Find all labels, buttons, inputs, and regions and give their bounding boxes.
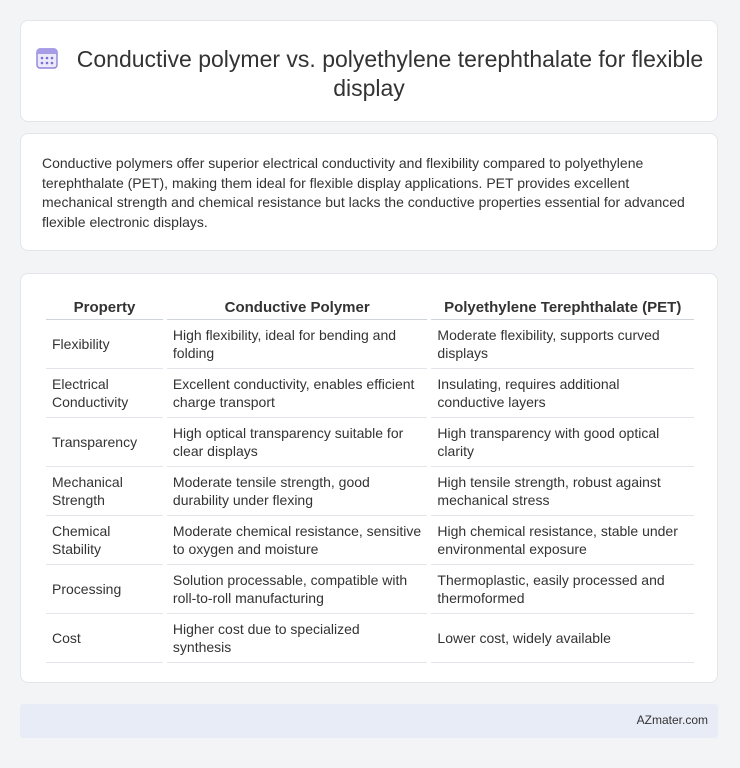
table-header-row [46,296,694,320]
title-card [20,20,718,122]
pet-cell: High chemical resistance, stable under environmental exposure [431,516,694,565]
summary-card [20,133,718,251]
conductive-polymer-cell: Moderate tensile strength, good durability under flexing [167,467,428,516]
pet-cell: Lower cost, widely available [431,614,694,663]
conductive-polymer-cell: High flexibility, ideal for bending and folding [167,320,428,369]
column-header-conductive-polymer: Conductive Polymer [167,296,428,320]
conductive-polymer-cell: Excellent conductivity, enables efficient charge transport [167,369,428,418]
conductive-polymer-cell: High optical transparency suitable for clear displays [167,418,428,467]
table-row [46,516,694,565]
property-cell: Processing [46,565,163,614]
column-header-property: Property [46,296,163,320]
comparison-table-card [20,273,718,683]
pet-cell: High transparency with good optical clarity [431,418,694,467]
comparison-table [42,296,698,663]
table-row [46,320,694,369]
pet-cell: Moderate flexibility, supports curved displays [431,320,694,369]
footer-brand: AZmater.com [636,713,708,727]
property-cell: Flexibility [46,320,163,369]
pet-cell: Insulating, requires additional conductive layers [431,369,694,418]
summary-text: Conductive polymers offer superior electrical conductivity and flexibility compared to polyethylene terephthalate (PET), making them ideal for flexible display applications. PET provides excellent mechanical strength and chemical resistance but lacks the conductive properties essential for advanced flexible electronic displays. [42,155,685,230]
conductive-polymer-cell: Moderate chemical resistance, sensitive to oxygen and moisture [167,516,428,565]
table-row [46,565,694,614]
property-cell: Mechanical Strength [46,467,163,516]
table-row [46,614,694,663]
page-title-wrap [21,45,717,103]
page-title: Conductive polymer vs. polyethylene terephthalate for flexible display [76,46,704,101]
conductive-polymer-cell: Higher cost due to specialized synthesis [167,614,428,663]
property-cell: Electrical Conductivity [46,369,163,418]
pet-cell: High tensile strength, robust against mechanical stress [431,467,694,516]
footer-bar [20,704,718,738]
column-header-pet: Polyethylene Terephthalate (PET) [431,296,694,320]
table-row [46,369,694,418]
calendar-icon [35,46,59,70]
property-cell: Cost [46,614,163,663]
table-row [46,467,694,516]
table-row [46,418,694,467]
property-cell: Transparency [46,418,163,467]
conductive-polymer-cell: Solution processable, compatible with roll-to-roll manufacturing [167,565,428,614]
pet-cell: Thermoplastic, easily processed and thermoformed [431,565,694,614]
property-cell: Chemical Stability [46,516,163,565]
